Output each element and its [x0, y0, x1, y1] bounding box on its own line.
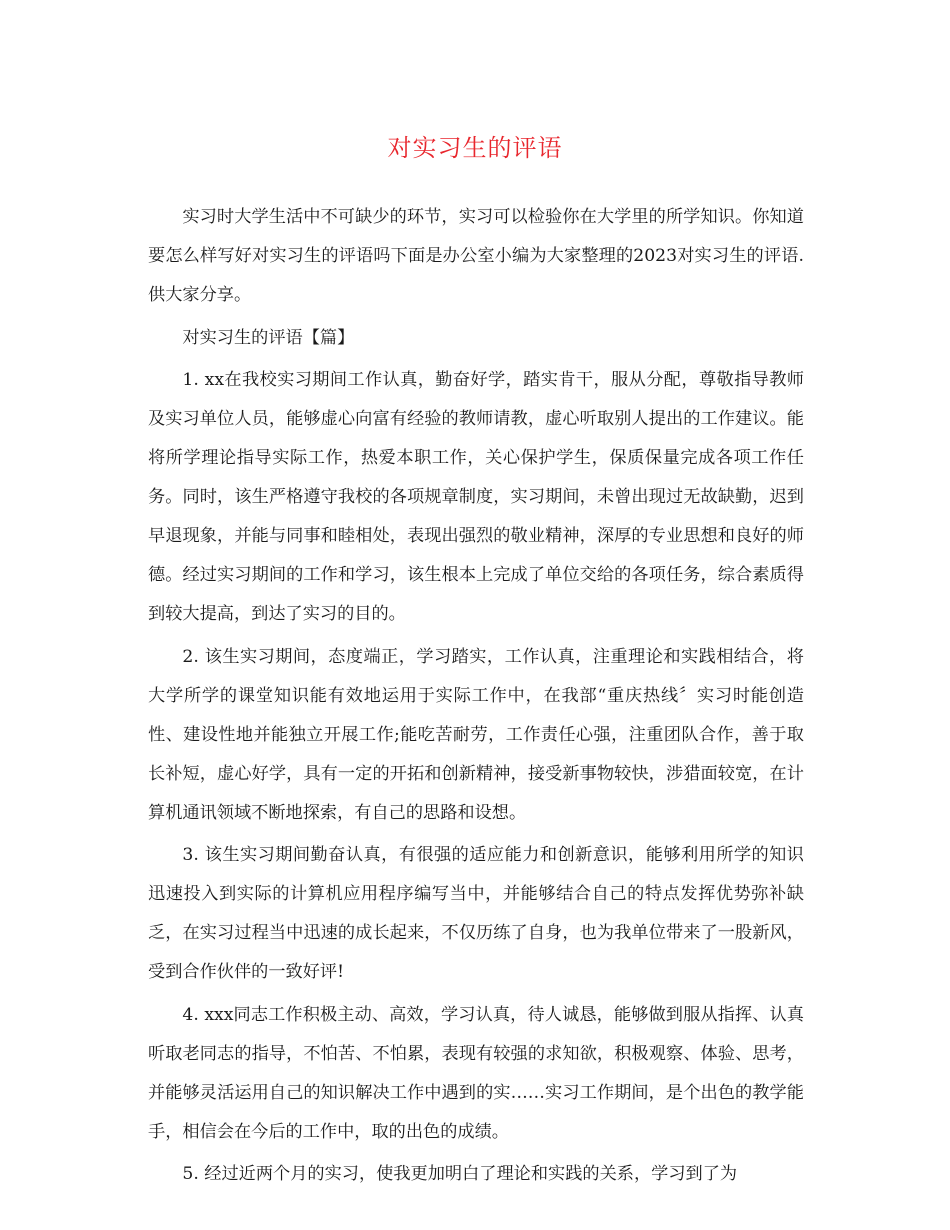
section-heading: 对实习生的评语【篇】	[182, 327, 355, 348]
intro-paragraph: 实习时大学生活中不可缺少的环节，实习可以检验你在大学里的所学知识。你知道要怎么样写好对实习生的评语吗下面是办公室小编为大家整理的2023对实习生的评语.供大家分享。	[148, 207, 804, 305]
comment-paragraph-5: 5. 经过近两个月的实习，使我更加明白了理论和实践的关系，学习到了为	[182, 1164, 738, 1184]
document-body	[148, 198, 804, 1198]
comment-paragraph-3: 3. 该生实习期间勤奋认真，有很强的适应能力和创新意识，能够利用所学的知识迅速投入到实际的计算机应用程序编写当中，并能够结合自己的特点发挥优势弥补缺乏，在实习过程当中迅速的成长起来，不仅历练了自身，也为我单位带来了一股新风，受到合作伙伴的一致好评!	[148, 845, 804, 982]
comment-paragraph-1: 1. xx在我校实习期间工作认真，勤奋好学，踏实肯干，服从分配，尊敬指导教师及实习单位人员，能够虚心向富有经验的教师请教，虚心听取别人提出的工作建议。能将所学理论指导实际工作，热爱本职工作，关心保护学生，保质保量完成各项工作任务。同时，该生严格遵守我校的各项规章制度，实习期间，未曾出现过无故缺勤，迟到早退现象，并能与同事和睦相处，表现出强烈的敬业精神，深厚的专业思想和良好的师德。经过实习期间的工作和学习，该生根本上完成了单位交给的各项任务，综合素质得到较大提高，到达了实习的目的。	[148, 370, 804, 624]
comment-paragraph-2: 2. 该生实习期间，态度端正，学习踏实，工作认真，注重理论和实践相结合，将大学所学的课堂知识能有效地运用于实际工作中，在我部“重庆热线〞实习时能创造性、建设性地并能独立开展工作;能吃苦耐劳，工作责任心强，注重团队合作，善于取长补短，虚心好学，具有一定的开拓和创新精神，接受新事物较快，涉猎面较宽，在计算机通讯领域不断地探索，有自己的思路和设想。	[148, 646, 804, 823]
document-title: 对实习生的评语	[387, 134, 563, 162]
comment-paragraph-4: 4. xxx同志工作积极主动、高效，学习认真，待人诚恳，能够做到服从指挥、认真听取老同志的指导，不怕苦、不怕累，表现有较强的求知欲，积极观察、体验、思考，并能够灵活运用自己的知识解决工作中遇到的实……实习工作期间，是个出色的教学能手，相信会在今后的工作中，取的出色的成绩。	[148, 1004, 804, 1142]
